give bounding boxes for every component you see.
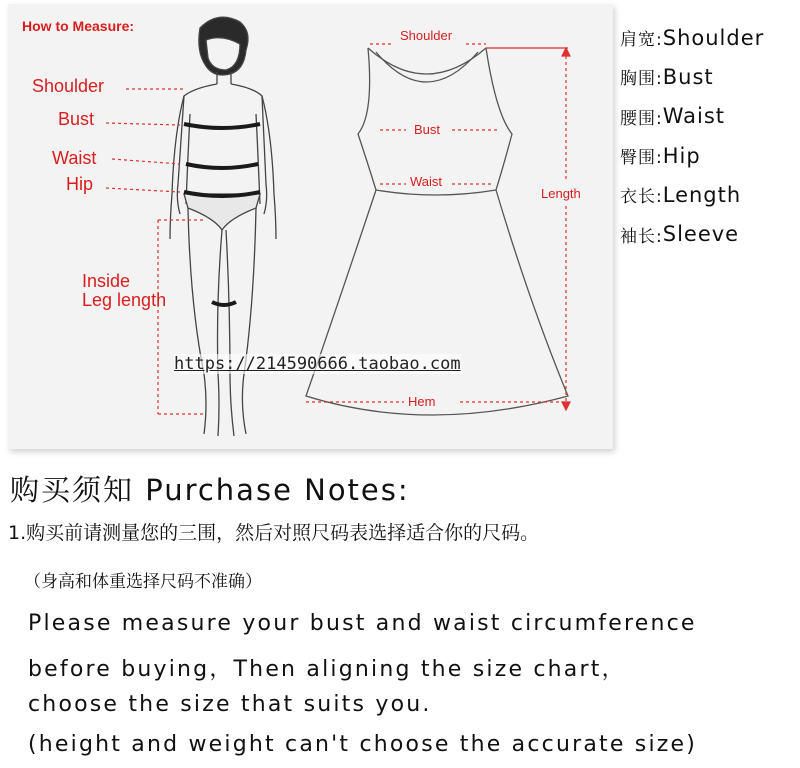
watermark-url: https://214590666.taobao.com xyxy=(174,354,461,374)
legend-cn: 衣长: xyxy=(620,187,663,208)
dress-shoulder-label: Shoulder xyxy=(400,28,453,43)
legend-en: Bust xyxy=(662,64,714,89)
purchase-note-cn-sub: （身高和体重选择尺码不准确） xyxy=(24,572,262,592)
purchase-note-cn: 1.购买前请测量您的三围，然后对照尺码表选择适合你的尺码。 xyxy=(8,522,540,544)
legend-cn: 臀围: xyxy=(620,148,663,169)
legend-en: Shoulder xyxy=(662,25,765,50)
legend-item xyxy=(620,175,800,214)
measurement-legend xyxy=(620,18,800,254)
legend-item xyxy=(620,18,800,57)
legend-cn: 肩宽: xyxy=(620,30,663,51)
legend-cn: 袖长: xyxy=(620,226,663,247)
dress-length-label: Length xyxy=(541,186,581,201)
purchase-notes-title: 购买须知 Purchase Notes: xyxy=(10,473,410,507)
dress-hem-label: Hem xyxy=(408,394,436,409)
figure-waist-label: Waist xyxy=(52,148,97,168)
purchase-note-en-line-4: (height and weight can't choose the accurate size) xyxy=(28,732,698,757)
dress-waist-label: Waist xyxy=(410,174,443,189)
legend-item xyxy=(620,214,800,253)
how-to-measure-label: How to Measure: xyxy=(22,18,135,34)
purchase-note-en-line-3: choose the size that suits you. xyxy=(28,692,432,717)
dress-bust-label: Bust xyxy=(414,122,441,137)
figure-inside-leg-label-2: Leg length xyxy=(82,290,167,310)
legend-en: Sleeve xyxy=(662,222,740,247)
figure-hip-label: Hip xyxy=(66,174,94,194)
figure-shoulder-label: Shoulder xyxy=(32,76,105,96)
measurement-diagram xyxy=(8,4,613,449)
legend-item xyxy=(620,57,800,96)
figure-inside-leg-label-1: Inside xyxy=(82,271,131,291)
legend-en: Length xyxy=(662,182,742,207)
purchase-note-en-line-1: Please measure your bust and waist circumference xyxy=(28,611,697,636)
legend-item xyxy=(620,136,800,175)
figure-bust-label: Bust xyxy=(58,109,95,129)
legend-cn: 胸围: xyxy=(620,69,663,90)
purchase-note-en-line-2: before buying，Then aligning the size chart， xyxy=(28,657,626,682)
measurement-diagram-panel xyxy=(8,4,613,449)
legend-item xyxy=(620,97,800,136)
legend-en: Waist xyxy=(662,104,726,129)
legend-cn: 腰围: xyxy=(620,108,663,129)
legend-en: Hip xyxy=(662,143,701,168)
